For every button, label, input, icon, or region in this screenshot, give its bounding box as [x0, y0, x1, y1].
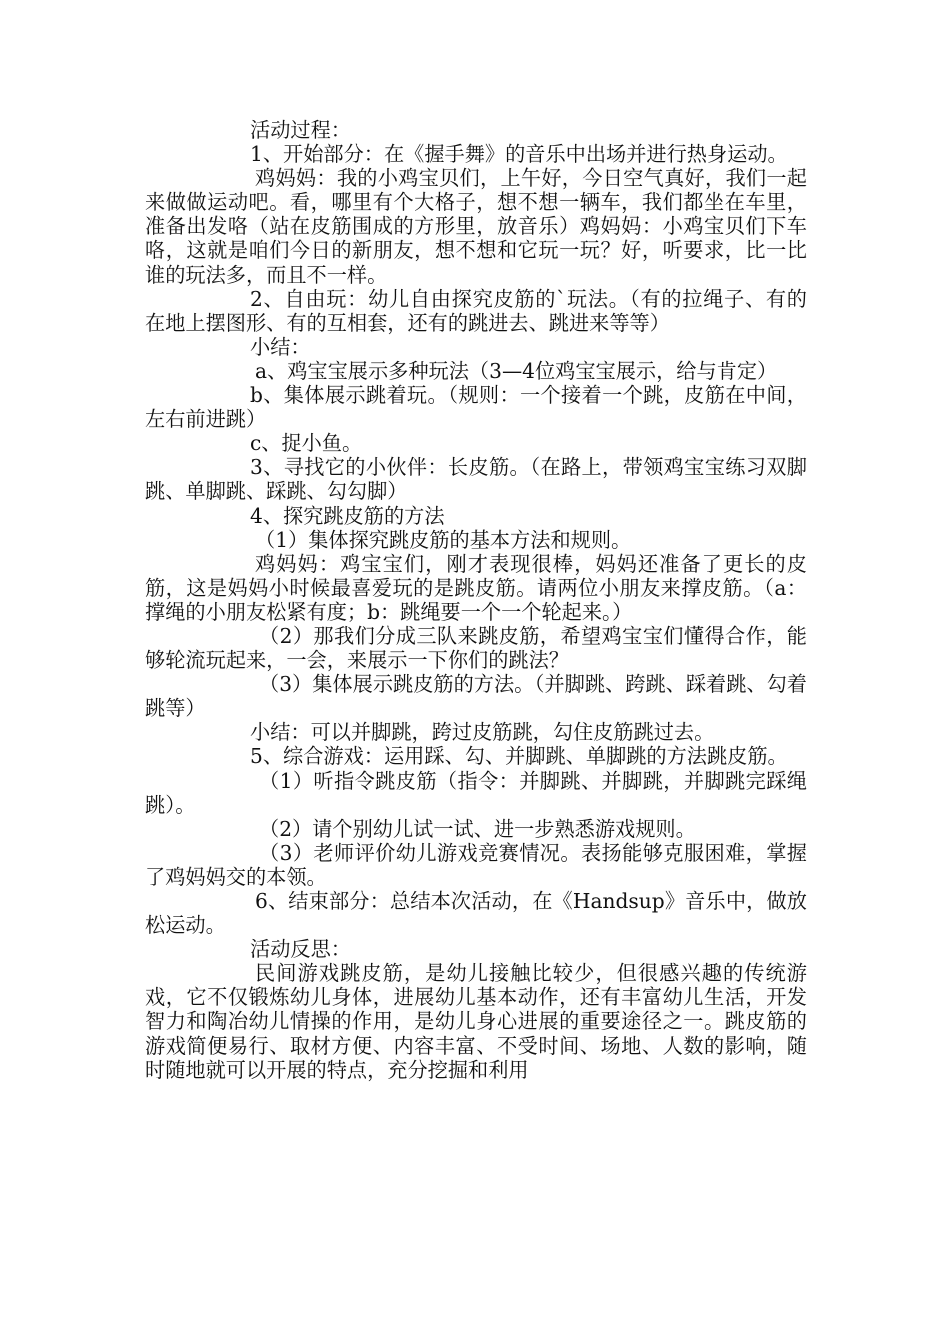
- paragraph-summary-b: b、集体展示跳着玩。（规则：一个接着一个跳，皮筋在中间，左右前进跳）: [145, 383, 807, 432]
- paragraph-hen-mother-rules: 鸡妈妈：鸡宝宝们，刚才表现很棒，妈妈还准备了更长的皮筋，这是妈妈小时候最喜爱玩的是跳皮筋。请两位小朋友来撑皮筋。（a：撑绳的小朋友松紧有度；b：跳绳要一个一个轮起来。）: [145, 551, 807, 624]
- heading-activity-process: 活动过程：: [250, 118, 351, 142]
- paragraph-step-2: 2、自由玩：幼儿自由探究皮筋的`玩法。（有的拉绳子、有的在地上摆图形、有的互相套，还有的跳进去、跳进来等等）: [145, 286, 807, 335]
- paragraph-summary-label: 小结：: [250, 334, 311, 359]
- paragraph-step-4-1: （1）集体探究跳皮筋的基本方法和规则。: [255, 527, 632, 552]
- paragraph-step-5-1: （1）听指令跳皮筋（指令：并脚跳、并脚跳，并脚跳完踩绳跳）。: [145, 768, 807, 817]
- paragraph-summary-c: c、捉小鱼。: [250, 431, 363, 456]
- paragraph-step-4: 4、探究跳皮筋的方法: [250, 503, 445, 528]
- paragraph-step-1: 1、开始部分：在《握手舞》的音乐中出场并进行热身运动。: [250, 142, 788, 167]
- paragraph-step-5-2: （2）请个别幼儿试一试、进一步熟悉游戏规则。: [259, 816, 696, 841]
- paragraph-hen-mother-intro: 鸡妈妈：我的小鸡宝贝们，上午好，今日空气真好，我们一起来做做运动吧。看，哪里有个大格子，想不想一辆车，我们都坐在车里，准备出发咯（站在皮筋围成的方形里，放音乐）鸡妈妈：小鸡宝贝们下车咯，这就是咱们今日的新朋友，想不想和它玩一玩？好，听要求，比一比谁的玩法多，而且不一样。: [145, 166, 807, 287]
- paragraph-reflection: 民间游戏跳皮筋，是幼儿接触比较少，但很感兴趣的传统游戏，它不仅锻炼幼儿身体，进展幼儿基本动作，还有丰富幼儿生活，开发智力和陶冶幼儿情操的作用，是幼儿身心进展的重要途径之一。跳皮筋的游戏简便易行、取材方便、内容丰富、不受时间、场地、人数的影响，随时随地就可以开展的特点，充分挖掘和利用: [145, 961, 807, 1082]
- heading-activity-reflection: 活动反思：: [250, 937, 351, 962]
- paragraph-step-4-3: （3）集体展示跳皮筋的方法。（并脚跳、跨跳、踩着跳、勾着跳等）: [145, 672, 807, 721]
- paragraph-step-4-2: （2）那我们分成三队来跳皮筋，希望鸡宝宝们懂得合作，能够轮流玩起来，一会，来展示一下你们的跳法？: [145, 623, 807, 673]
- paragraph-step-6: 6、结束部分：总结本次活动，在《Handsup》音乐中，做放松运动。: [145, 889, 807, 938]
- paragraph-summary-a: a、鸡宝宝展示多种玩法（3—4位鸡宝宝展示，给与肯定）: [255, 358, 778, 383]
- document-body: [145, 118, 807, 1082]
- paragraph-summary-2: 小结：可以并脚跳，跨过皮筋跳，勾住皮筋跳过去。: [250, 720, 715, 745]
- paragraph-step-3: 3、寻找它的小伙伴：长皮筋。（在路上，带领鸡宝宝练习双脚跳、单脚跳、踩跳、勾勾脚）: [145, 455, 807, 504]
- paragraph-step-5: 5、综合游戏：运用踩、勾、并脚跳、单脚跳的方法跳皮筋。: [250, 744, 788, 769]
- paragraph-step-5-3: （3）老师评价幼儿游戏竞赛情况。表扬能够克服困难，掌握了鸡妈妈交的本领。: [145, 840, 807, 889]
